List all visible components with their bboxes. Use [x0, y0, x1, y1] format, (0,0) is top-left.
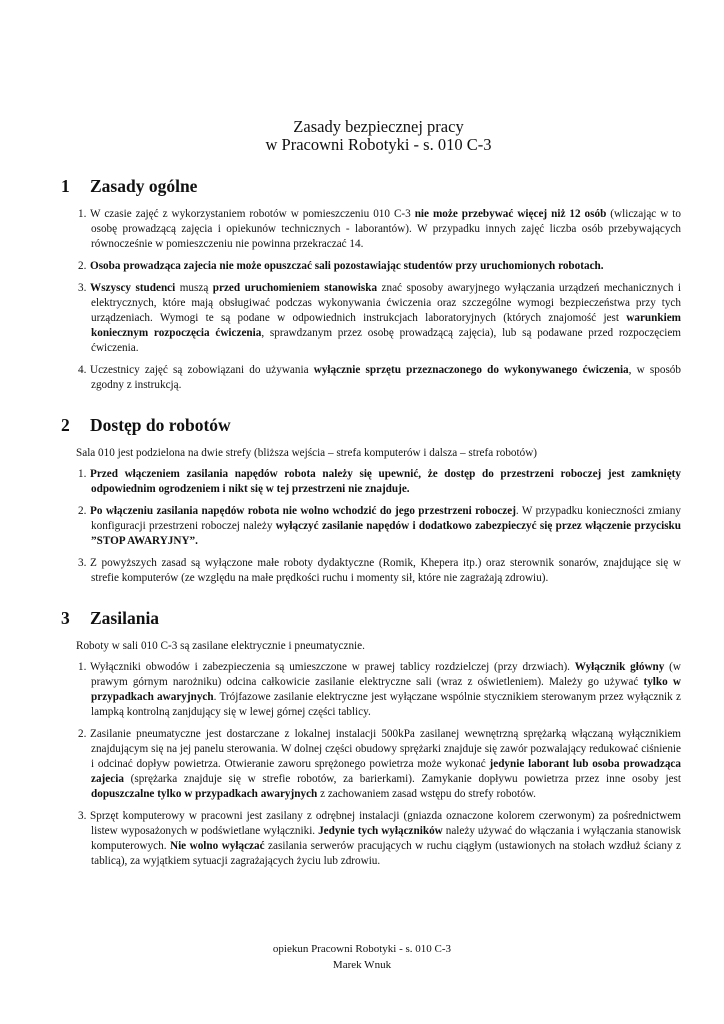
- section-robot-access: [61, 415, 681, 586]
- title-line-2: w Pracowni Robotyki - s. 010 C-3: [265, 135, 492, 154]
- section-heading: 3 Zasilania: [61, 608, 160, 628]
- list-item: 3. Wszyscy studenci muszą przed uruchomieniem stanowiska znać sposoby awaryjnego wyłączania urządzeń mechanicznych i elektrycznych, które mają obsługiwać podczas wykonywania ćwiczenia oraz szczególne wymogi bezpieczeństwa przy tych urządzeniach. Wymogi te są podane w odpowiednich instrukcjach laboratoryjnych (których znajomość jest warunkiem koniecznym rozpoczęcia ćwiczenia, sprawdzanym przez osobę prowadzącą zajęcia), lub są podawane przed rozpoczęciem ćwiczenia.: [78, 282, 681, 354]
- document-page: [61, 117, 682, 891]
- section-heading: 1 Zasady ogólne: [61, 176, 198, 196]
- rules-list: [76, 207, 681, 393]
- rules-list: [76, 660, 681, 869]
- section-intro: Roboty w sali 010 C-3 są zasilane elektrycznie i pneumatycznie.: [76, 640, 365, 652]
- section-intro: Sala 010 jest podzielona na dwie strefy (bliższa wejścia – strefa komputerów i dalsza – strefa robotów): [76, 447, 538, 459]
- list-item: 1. W czasie zajęć z wykorzystaniem robotów w pomieszczeniu 010 C-3 nie może przebywać więcej niż 12 osób (wliczając w to osobę prowadzącą zajęcia i opiekunów technicznych - laborantów). W przypadku innych zajęć liczba osób przebywających równocześnie w pomieszczeniu nie powinna przekraczać 14.: [78, 208, 681, 250]
- list-item: 3. Z powyższych zasad są wyłączone małe roboty dydaktyczne (Romik, Khepera itp.) oraz sterownik sonarów, znajdujące się w strefie komputerów (ze względu na małe prędkości ruchu i momenty sił, które nie zagrażają zdrowiu).: [78, 557, 681, 584]
- list-item: 2. Po włączeniu zasilania napędów robota nie wolno wchodzić do jego przestrzeni roboczej. W przypadku konieczności zmiany konfiguracji przestrzeni roboczej należy wyłączyć zasilanie napędów i dodatkowo zabezpieczyć się przez włączenie przycisku ”STOP AWARYJNY”.: [78, 505, 681, 547]
- list-item: 2. Osoba prowadząca zajecia nie może opuszczać sali pozostawiając studentów przy uruchomionych robotach.: [78, 260, 604, 272]
- title-line-1: Zasady bezpiecznej pracy: [293, 117, 464, 136]
- document-footer: [0, 941, 724, 973]
- footer-role: opiekun Pracowni Robotyki - s. 010 C-3: [272, 943, 452, 955]
- list-item: 3. Sprzęt komputerowy w pracowni jest zasilany z odrębnej instalacji (gniazda oznaczone kolorem czerwonym) za pośrednictwem listew wyposażonych w podświetlane wyłączniki. Jedynie tych wyłączników należy używać do włączania i wyłączania stanowisk komputerowych. Nie wolno wyłączać zasilania serwerów pracujących w ruchu ciągłym (ustawionych na stołach wzdłuż ściany z tablicą), za wyjątkiem sytuacji zagrażających życiu lub zdrowiu.: [78, 810, 682, 867]
- list-item: 1. Wyłączniki obwodów i zabezpieczenia są umieszczone w prawej tablicy rozdzielczej (przy drzwiach). Wyłącznik główny (w prawym górnym narożniku) odcina całkowicie zasilanie elektryczne sali (wraz z oświetleniem). Mależy go używać tylko w przypadkach awaryjnych. Trójfazowe zasilanie elektryczne jest wyłączane wspólnie stycznikiem sterowanym przez wyłącznik z lampką kontrolną zanjdujący się w lewej górnej części tablicy.: [78, 661, 681, 718]
- section-general-rules: [61, 176, 681, 393]
- document-title: [76, 118, 681, 154]
- list-item: 4. Uczestnicy zajęć są zobowiązani do używania wyłącznie sprzętu przeznaczonego do wykonywanego ćwiczenia, w sposób zgodny z instrukcją.: [78, 364, 681, 391]
- list-item: 2. Zasilanie pneumatyczne jest dostarczane z lokalnej instalacji 500kPa zasilanej wewnętrzną sprężarką włączaną wyłącznikiem znajdującym się na jej panelu sterowania. W dolnej części obudowy sprężarki znajduje się zawór pozwalający redukować ciśnienie i odcinać dopływ powietrza. Otwieranie zaworu sprężonego powietrza może wykonać jedynie laborant lub osoba prowadząca zajecia (sprężarka znajduje się w strefie robotów, za barierkami). Zamykanie dopływu powietrza przez inne osoby jest dopuszczalne tylko w przypadkach awaryjnych z zachowaniem zasad wstępu do strefy robotów.: [78, 728, 681, 800]
- list-item: 1. Przed włączeniem zasilania napędów robota należy się upewnić, że dostęp do przestrzeni roboczej jest zamknięty odpowiednim ogrodzeniem i nikt się w tej przestrzeni nie znajduje.: [78, 468, 681, 495]
- section-power-supply: [61, 608, 682, 869]
- section-heading: 2 Dostęp do robotów: [61, 415, 231, 435]
- footer-author: Marek Wnuk: [332, 959, 392, 971]
- rules-list: [76, 467, 681, 586]
